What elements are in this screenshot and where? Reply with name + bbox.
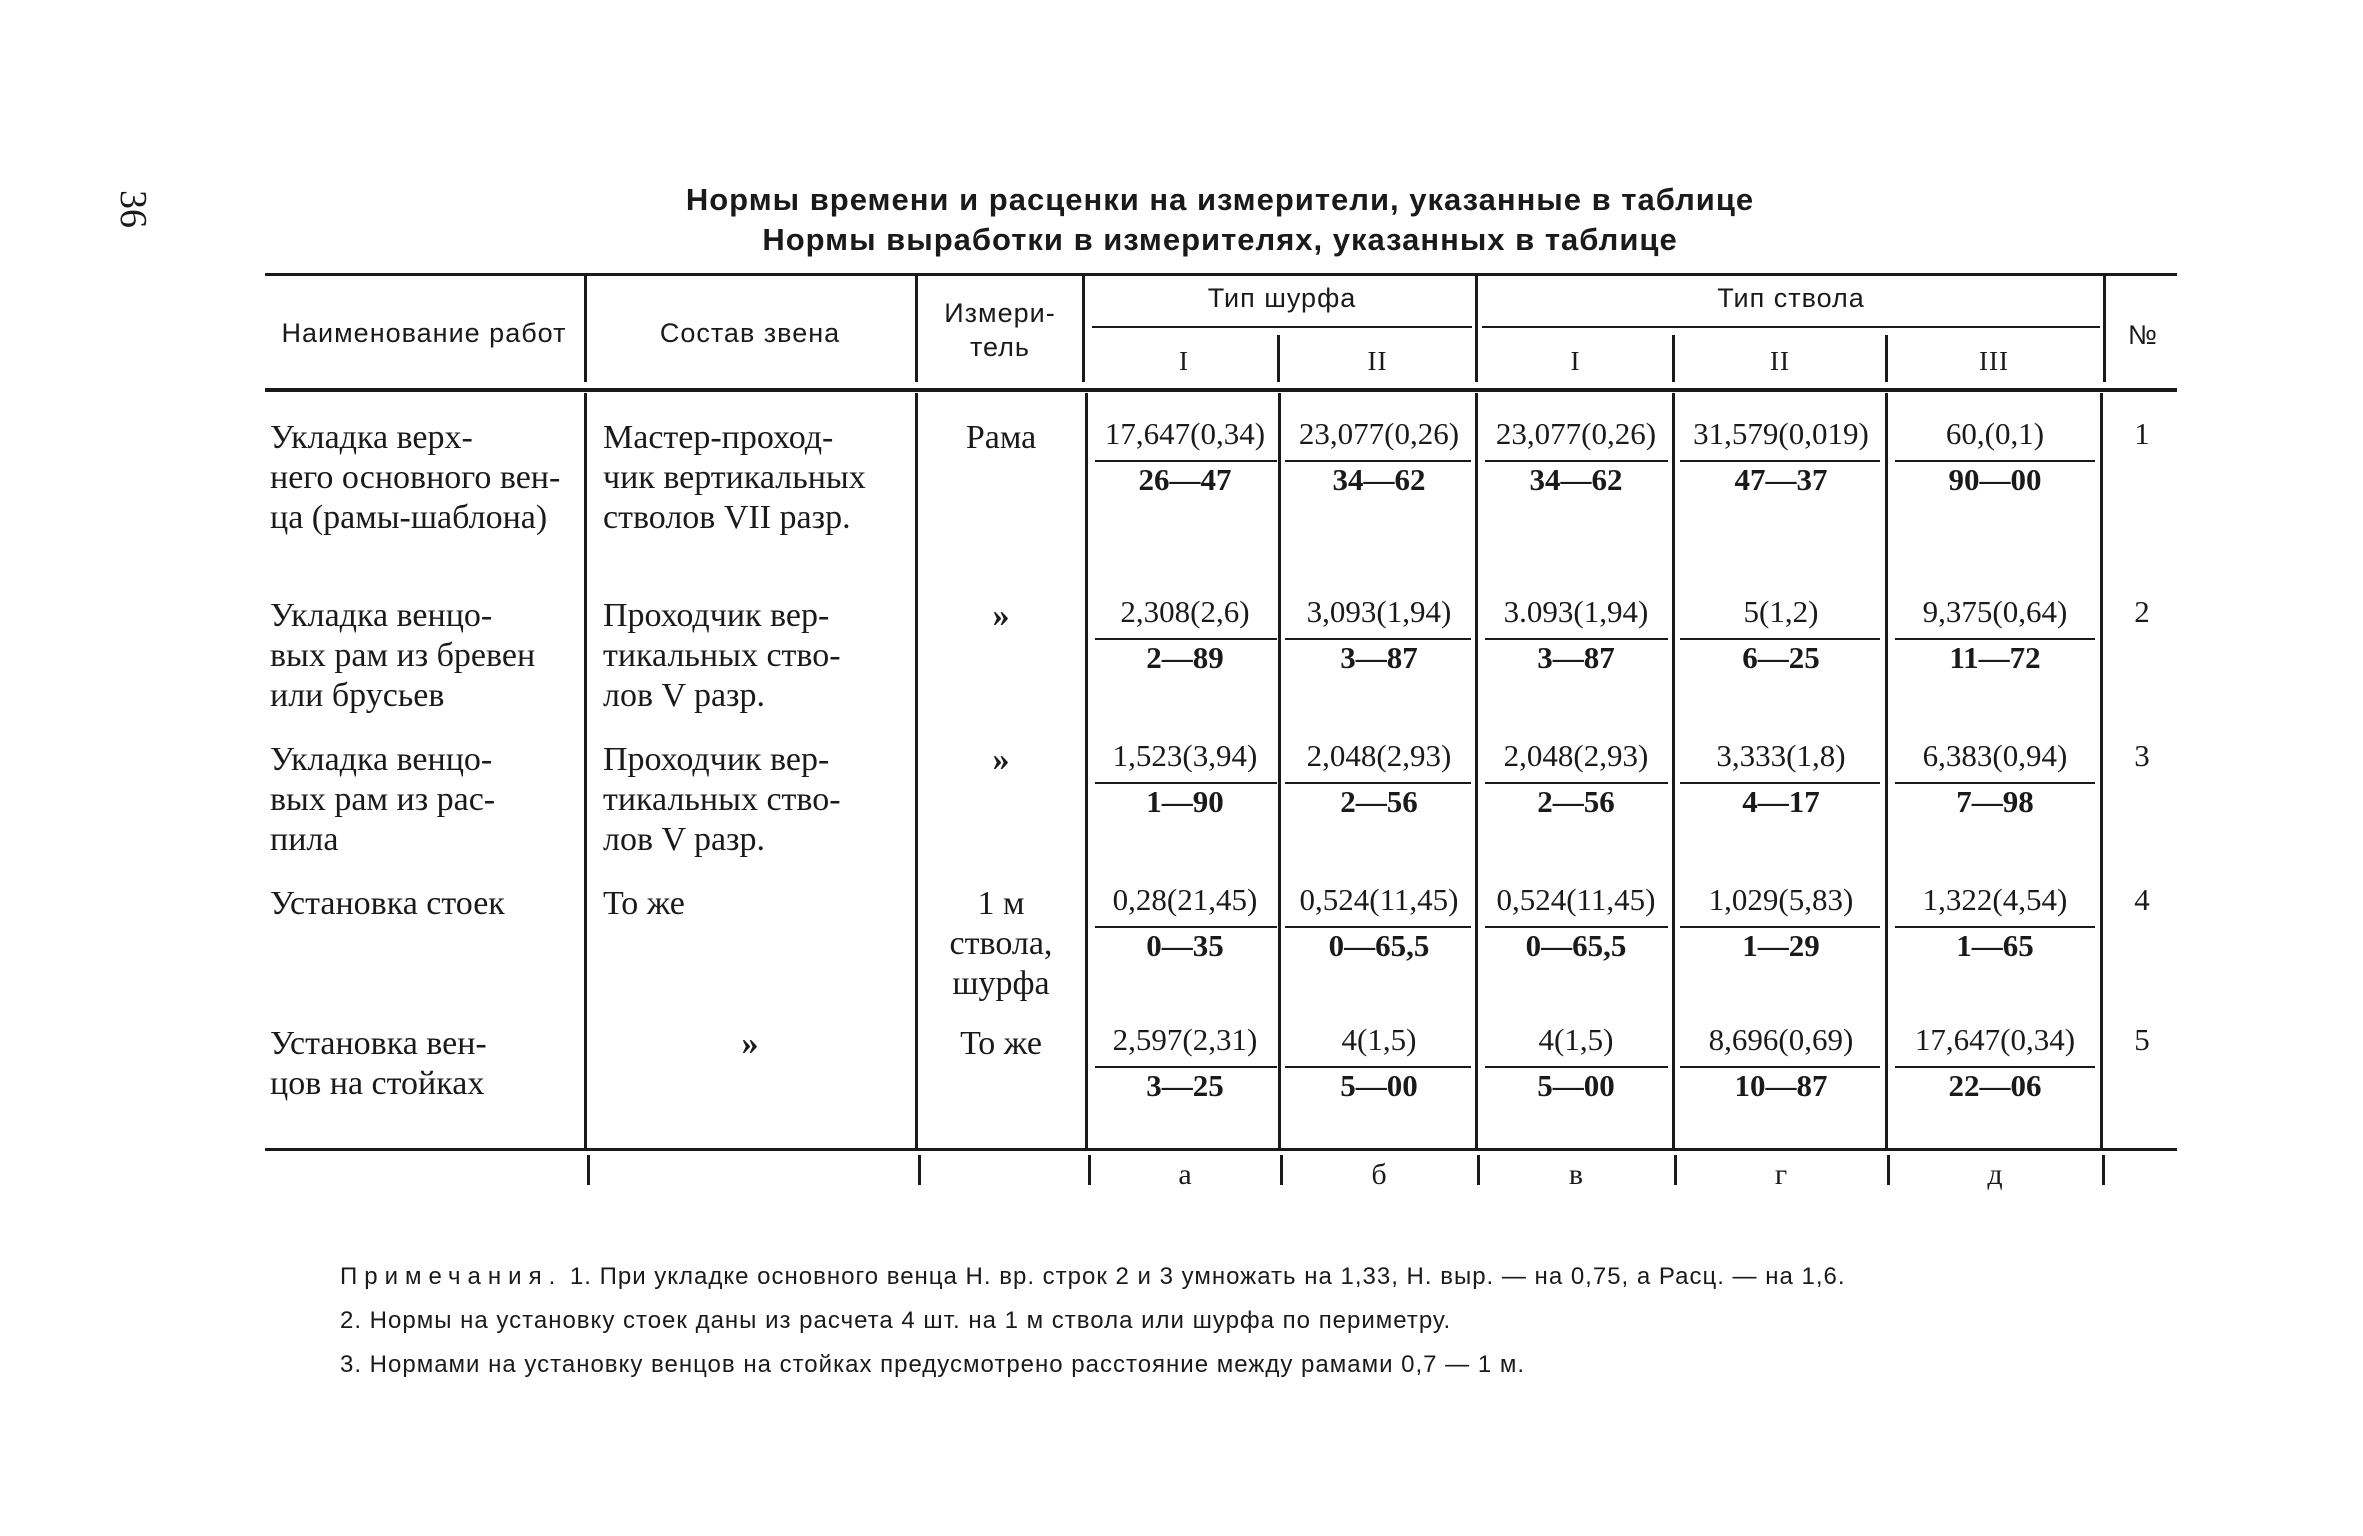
rate-price: 4—17 [1742,784,1820,819]
work-name-cell [270,1024,578,1104]
header-no: № [2128,320,2158,350]
header-meter-line2: тель [969,332,1030,362]
rate-price: 10—87 [1734,1068,1828,1103]
column-letter: г [1774,1158,1788,1191]
rate-price: 1—65 [1956,928,2034,963]
rate-price: 1—29 [1742,928,1820,963]
column-divider [915,393,918,1148]
rate-time-norm: 2,048(2,93) [1306,738,1452,773]
header-bottom-rule [265,388,2177,392]
column-letter: а [1178,1158,1192,1191]
rate-price: 0—65,5 [1525,928,1627,963]
rate-time-norm: 17,647(0,34) [1914,1022,2076,1057]
rate-time-norm: 31,579(0,019) [1693,416,1869,451]
work-name-line: Укладка верх- [270,419,473,456]
header-shaft-col-2: II [1770,346,1790,376]
rate-time-norm: 3,333(1,8) [1716,738,1846,773]
row-number: 3 [2134,738,2150,773]
note-2: 2. Нормы на установку стоек даны из расчета 4 шт. на 1 м ствола или шурфа по периметру. [340,1307,1452,1334]
crew-line: То же [603,885,685,922]
work-name-line: вых рам из бревен [270,637,536,674]
footer-divider [918,1155,921,1185]
meter-line: 1 м [977,885,1025,922]
work-name-line: или брусьев [270,677,445,714]
rate-time-norm: 8,696(0,69) [1708,1022,1854,1057]
work-name-cell [270,740,578,860]
header-divider [915,275,918,382]
header-work-name: Наименование работ [281,318,567,348]
shaft-subheader-rule [1482,326,2100,328]
column-letter: д [1987,1158,2003,1191]
rate-time-norm: 23,077(0,26) [1495,416,1657,451]
title-line-1: Нормы времени и расценки на измерители, указанные в таблице [685,182,1755,217]
table-top-rule [265,273,2177,276]
meter-line: шурфа [952,965,1050,1002]
meter-cell [920,884,1082,1004]
rate-time-norm: 3,093(1,94) [1306,594,1452,629]
crew-cell [603,740,905,860]
header-meter-line1: Измери- [944,298,1056,328]
rate-price: 5—00 [1537,1068,1615,1103]
rate-price: 2—56 [1340,784,1418,819]
rate-price: 2—56 [1537,784,1615,819]
meter-line: » [992,597,1010,634]
work-name-line: Укладка венцо- [270,597,493,634]
header-divider [2103,275,2106,382]
rate-time-norm: 1,523(3,94) [1112,738,1258,773]
work-name-cell [270,418,578,538]
work-name-line: вых рам из рас- [270,781,496,818]
crew-line: тикальных ство- [603,637,841,674]
crew-cell [590,1024,910,1064]
meter-cell [920,418,1082,458]
rate-time-norm: 0,28(21,45) [1112,882,1258,917]
work-name-cell [270,884,578,924]
header-divider [584,275,587,382]
rate-price: 3—87 [1537,640,1615,675]
shurf-subheader-rule [1092,326,1472,328]
footer-divider [587,1155,590,1185]
rate-time-norm: 6,383(0,94) [1922,738,2068,773]
rate-time-norm: 9,375(0,64) [1922,594,2068,629]
work-name-line: Установка вен- [270,1025,487,1062]
row-number: 2 [2134,594,2150,629]
note-3: 3. Нормами на установку венцов на стойках предусмотрено расстояние между рамами 0,7 — 1 м. [340,1351,1526,1378]
row-number: 1 [2134,416,2150,451]
rate-price: 7—98 [1956,784,2034,819]
rate-price: 34—62 [1529,462,1623,497]
crew-cell [603,884,905,924]
rate-time-norm: 0,524(11,45) [1496,882,1656,917]
header-meter [920,296,1080,364]
rate-price: 22—06 [1948,1068,2042,1103]
crew-line: Маcтер-проход- [603,419,834,456]
rate-price: 11—72 [1949,640,2041,675]
column-divider [584,393,587,1148]
table-bottom-rule [265,1148,2177,1151]
rate-time-norm: 1,029(5,83) [1708,882,1854,917]
work-name-line: Укладка венцо- [270,741,493,778]
meter-line: ствола, [949,925,1053,962]
rate-time-norm: 0,524(11,45) [1299,882,1459,917]
rate-price: 0—35 [1146,928,1224,963]
rate-price: 2—89 [1146,640,1224,675]
column-divider [1085,393,1088,1148]
header-shaft-type: Тип ствола [1717,283,1865,313]
meter-cell [920,1024,1082,1064]
column-letter: б [1371,1158,1387,1191]
header-shaft-col-1: I [1570,346,1581,376]
rate-time-norm: 2,597(2,31) [1112,1022,1258,1057]
page-number: 36 [112,190,154,228]
rate-time-norm: 2,048(2,93) [1503,738,1649,773]
rate-time-norm: 17,647(0,34) [1104,416,1266,451]
rate-time-norm: 3.093(1,94) [1503,594,1649,629]
work-name-line: ца (рамы-шаблона) [270,499,548,536]
rate-price: 3—25 [1146,1068,1224,1103]
row-number: 5 [2134,1022,2150,1057]
header-shurf-type: Тип шурфа [1207,283,1357,313]
rate-time-norm: 4(1,5) [1538,1022,1614,1057]
work-name-line: него основного вен- [270,459,561,496]
crew-line: лов V разр. [603,821,765,858]
header-divider [1082,275,1085,382]
rate-price: 0—65,5 [1328,928,1430,963]
work-name-cell [270,596,578,716]
crew-line: Проходчик вер- [603,597,830,634]
meter-line: » [992,741,1010,778]
rate-price: 1—90 [1146,784,1224,819]
work-name-line: Установка стоек [270,885,505,922]
rate-time-norm: 23,077(0,26) [1298,416,1460,451]
rate-price: 90—00 [1948,462,2042,497]
work-name-line: цов на стойках [270,1065,485,1102]
rate-price: 26—47 [1138,462,1232,497]
notes-label: Примечания. [340,1263,563,1290]
header-shaft-col-3: III [1979,346,2009,376]
rate-price: 5—00 [1340,1068,1418,1103]
crew-line: лов V разр. [603,677,765,714]
rate-price: 6—25 [1742,640,1820,675]
crew-line: Проходчик вер- [603,741,830,778]
notes [340,1255,2180,1387]
row-number: 4 [2134,882,2150,917]
crew-cell [603,418,905,538]
crew-line: » [741,1025,759,1062]
header-crew: Состав звена [659,318,841,348]
header-shurf-col-2: II [1367,346,1388,376]
meter-line: То же [960,1025,1042,1062]
rate-time-norm: 4(1,5) [1341,1022,1417,1057]
rate-price: 3—87 [1340,640,1418,675]
crew-line: тикальных ство- [603,781,841,818]
crew-cell [603,596,905,716]
title-line-2: Нормы выработки в измерителях, указанных в таблице [762,222,1678,257]
note-1 [340,1255,2180,1299]
table-title [260,180,2180,260]
work-name-line: пила [270,821,339,858]
crew-line: стволов VII разр. [603,499,851,536]
rate-price: 34—62 [1332,462,1426,497]
footer-divider [2102,1155,2105,1185]
crew-line: чик вертикальных [603,459,866,496]
rate-time-norm: 5(1,2) [1743,594,1819,629]
meter-line: Рама [965,419,1037,456]
meter-cell [920,740,1082,780]
note-1-text: 1. При укладке основного венца Н. вр. строк 2 и 3 умножать на 1,33, Н. выр. — на 0,75, а Расц. — на 1,6. [569,1263,1846,1290]
rate-time-norm: 2,308(2,6) [1120,594,1250,629]
rate-price: 47—37 [1734,462,1828,497]
meter-cell [920,596,1082,636]
column-letter: в [1568,1158,1584,1191]
rate-time-norm: 60,(0,1) [1945,416,2045,451]
rate-time-norm: 1,322(4,54) [1922,882,2068,917]
header-shurf-col-1: I [1179,346,1189,376]
